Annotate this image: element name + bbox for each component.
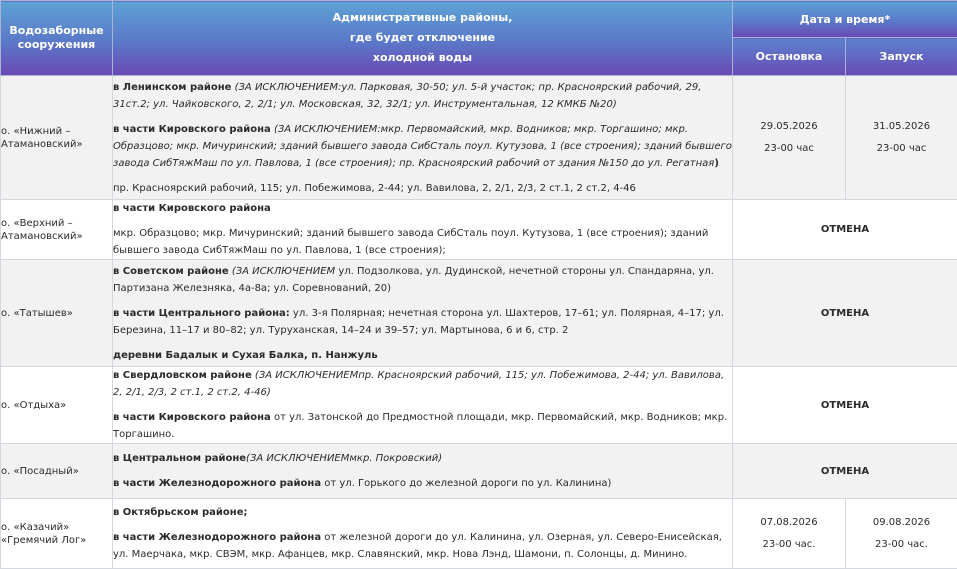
district-paragraph [113,305,732,339]
district-text: в Центральном районе [113,453,246,464]
table-row [1,200,957,260]
table-row [1,499,957,569]
district-paragraph [113,347,732,364]
district-text: в Советском районе [113,266,229,277]
stop-line: 23-00 час [733,138,845,160]
water-intake-name: о. «Нижний – Атамановский» [1,76,113,200]
district-text: от ул. Горького до железной дороги по ул. Калинина) [321,478,611,489]
district-paragraph [113,450,732,467]
cancel-status: ОТМЕНА [733,367,957,444]
header-stop: Остановка [733,38,846,76]
stop-line: 29.05.2026 [733,116,845,138]
water-intake-name: о. «Верхний – Атамановский» [1,200,113,260]
districts-cell [113,367,733,444]
start-line: 09.08.2026 [846,512,957,534]
district-text: в Свердловском районе [113,370,252,381]
districts-cell [113,200,733,260]
district-text: в части Железнодорожного района [113,532,321,543]
stop-datetime [733,76,846,200]
water-intake-name: о. «Казачий» «Гремячий Лог» [1,499,113,569]
table-row [1,444,957,499]
district-paragraph [113,225,732,259]
district-paragraph [113,504,732,521]
districts-cell [113,499,733,569]
district-text: от ул. Затонской до Предмостной площади, мкр. Первомайский, мкр. Водников; мкр. Торгашино. [113,412,727,440]
start-line: 31.05.2026 [846,116,957,138]
start-datetime [846,499,957,569]
table-row [1,76,957,200]
district-paragraph [113,409,732,443]
district-text: в части Кировского района [113,203,271,214]
district-paragraph [113,367,732,401]
cancel-status: ОТМЕНА [733,260,957,367]
districts-cell [113,260,733,367]
stop-line: 23-00 час. [733,534,845,556]
district-text: в Октябрьском районе; [113,507,248,518]
water-intake-name: о. «Посадный» [1,444,113,499]
district-text: в Ленинском районе [113,82,231,93]
header-datetime: Дата и время* [733,1,957,38]
start-line: 23-00 час [846,138,957,160]
district-paragraph [113,180,732,197]
water-intake-name: о. «Татышев» [1,260,113,367]
table-row [1,260,957,367]
cancel-status: ОТМЕНА [733,444,957,499]
district-paragraph [113,200,732,217]
district-paragraph [113,79,732,113]
districts-cell [113,76,733,200]
district-paragraph [113,263,732,297]
start-line: 23-00 час. [846,534,957,556]
stop-datetime [733,499,846,569]
district-text: в части Кировского района [113,124,271,135]
table-row [1,367,957,444]
district-text: в части Кировского района [113,412,271,423]
water-intake-name: о. «Отдыха» [1,367,113,444]
district-text: (ЗА ИСКЛЮЧЕНИЕМ:ул. Парковая, 30-50; ул. 5-й участок; пр. Красноярский рабочий, 29, 31ст.2; ул. Чайковского, 2, 2/1; ул. Московская, 32, 32/1; ул. Инструментальная, 12 КМКБ №20) [113,82,701,110]
header-start: Запуск [846,38,957,76]
stop-line: 07.08.2026 [733,512,845,534]
header-districts: Административные районы, где будет отключение холодной воды [113,1,733,76]
district-text: в части Железнодорожного района [113,478,321,489]
district-text: ул. Подзолкова, ул. Дудинской, нечетной стороны ул. Спандаряна, ул. Партизана Железняка, 4а-8а; ул. Соревнований, 20) [113,266,714,294]
district-text: деревни Бадалык и Сухая Балка, п. Нанжуль [113,350,378,361]
district-paragraph [113,529,732,563]
district-text: (ЗА ИСКЛЮЧЕНИЕМпр. Красноярский рабочий, 115; ул. Побежимова, 2-44; ул. Вавилова, 2, 2/1, 2/3, 2 ст.1, 2 ст.2, 4-46) [113,370,724,398]
districts-cell [113,444,733,499]
start-datetime [846,76,957,200]
district-text: в части Центрального района: [113,308,290,319]
district-text: ) [714,158,719,169]
district-text: от железной дороги до ул. Калинина, ул. Озерная, ул. Северо-Енисейская, ул. Маерчака, мкр. СВЭМ, мкр. Афанцев, мкр. Славянский, мкр. Нова Лэнд, Шамони, п. Солонцы, д. Минино. [113,532,722,560]
district-text: (ЗА ИСКЛЮЧЕНИЕМ [229,266,336,277]
district-text: пр. Красноярский рабочий, 115; ул. Побежимова, 2-44; ул. Вавилова, 2, 2/1, 2/3, 2 ст.1, 2 ст.2, 4-46 [113,183,636,194]
district-text: (ЗА ИСКЛЮЧЕНИЕМ:мкр. Первомайский, мкр. Водников; мкр. Торгашино; мкр. Образцово; мкр. Мичуринский; зданий бывшего завода СибСталь поул. Кутузова, 1 (все строения); зданий бывшего завода СибТяжМаш по ул. Павлова, 1 (все строения); пр. Красноярский рабочий от здания №150 до ул. Регатная [113,124,732,169]
header-water-intake: Водозаборные сооружения [1,1,113,76]
district-paragraph [113,475,732,492]
cancel-status: ОТМЕНА [733,200,957,260]
district-paragraph [113,121,732,172]
district-text: мкр. Образцово; мкр. Мичуринский; зданий бывшего завода СибСталь поул. Кутузова, 1 (все строения); зданий бывшего завода СибТяжМаш по ул. Павлова, 1 (все строения); [113,228,708,256]
district-text: (ЗА ИСКЛЮЧЕНИЕМмкр. Покровский) [246,453,442,464]
district-text: ул. 3-я Полярная; нечетная сторона ул. Шахтеров, 17–61; ул. Полярная, 4–17; ул. Березина, 11–17 и 80–82; ул. Туруханская, 14–24 и 39–57; ул. Мартынова, 6 и 6, стр. 2 [113,308,724,336]
